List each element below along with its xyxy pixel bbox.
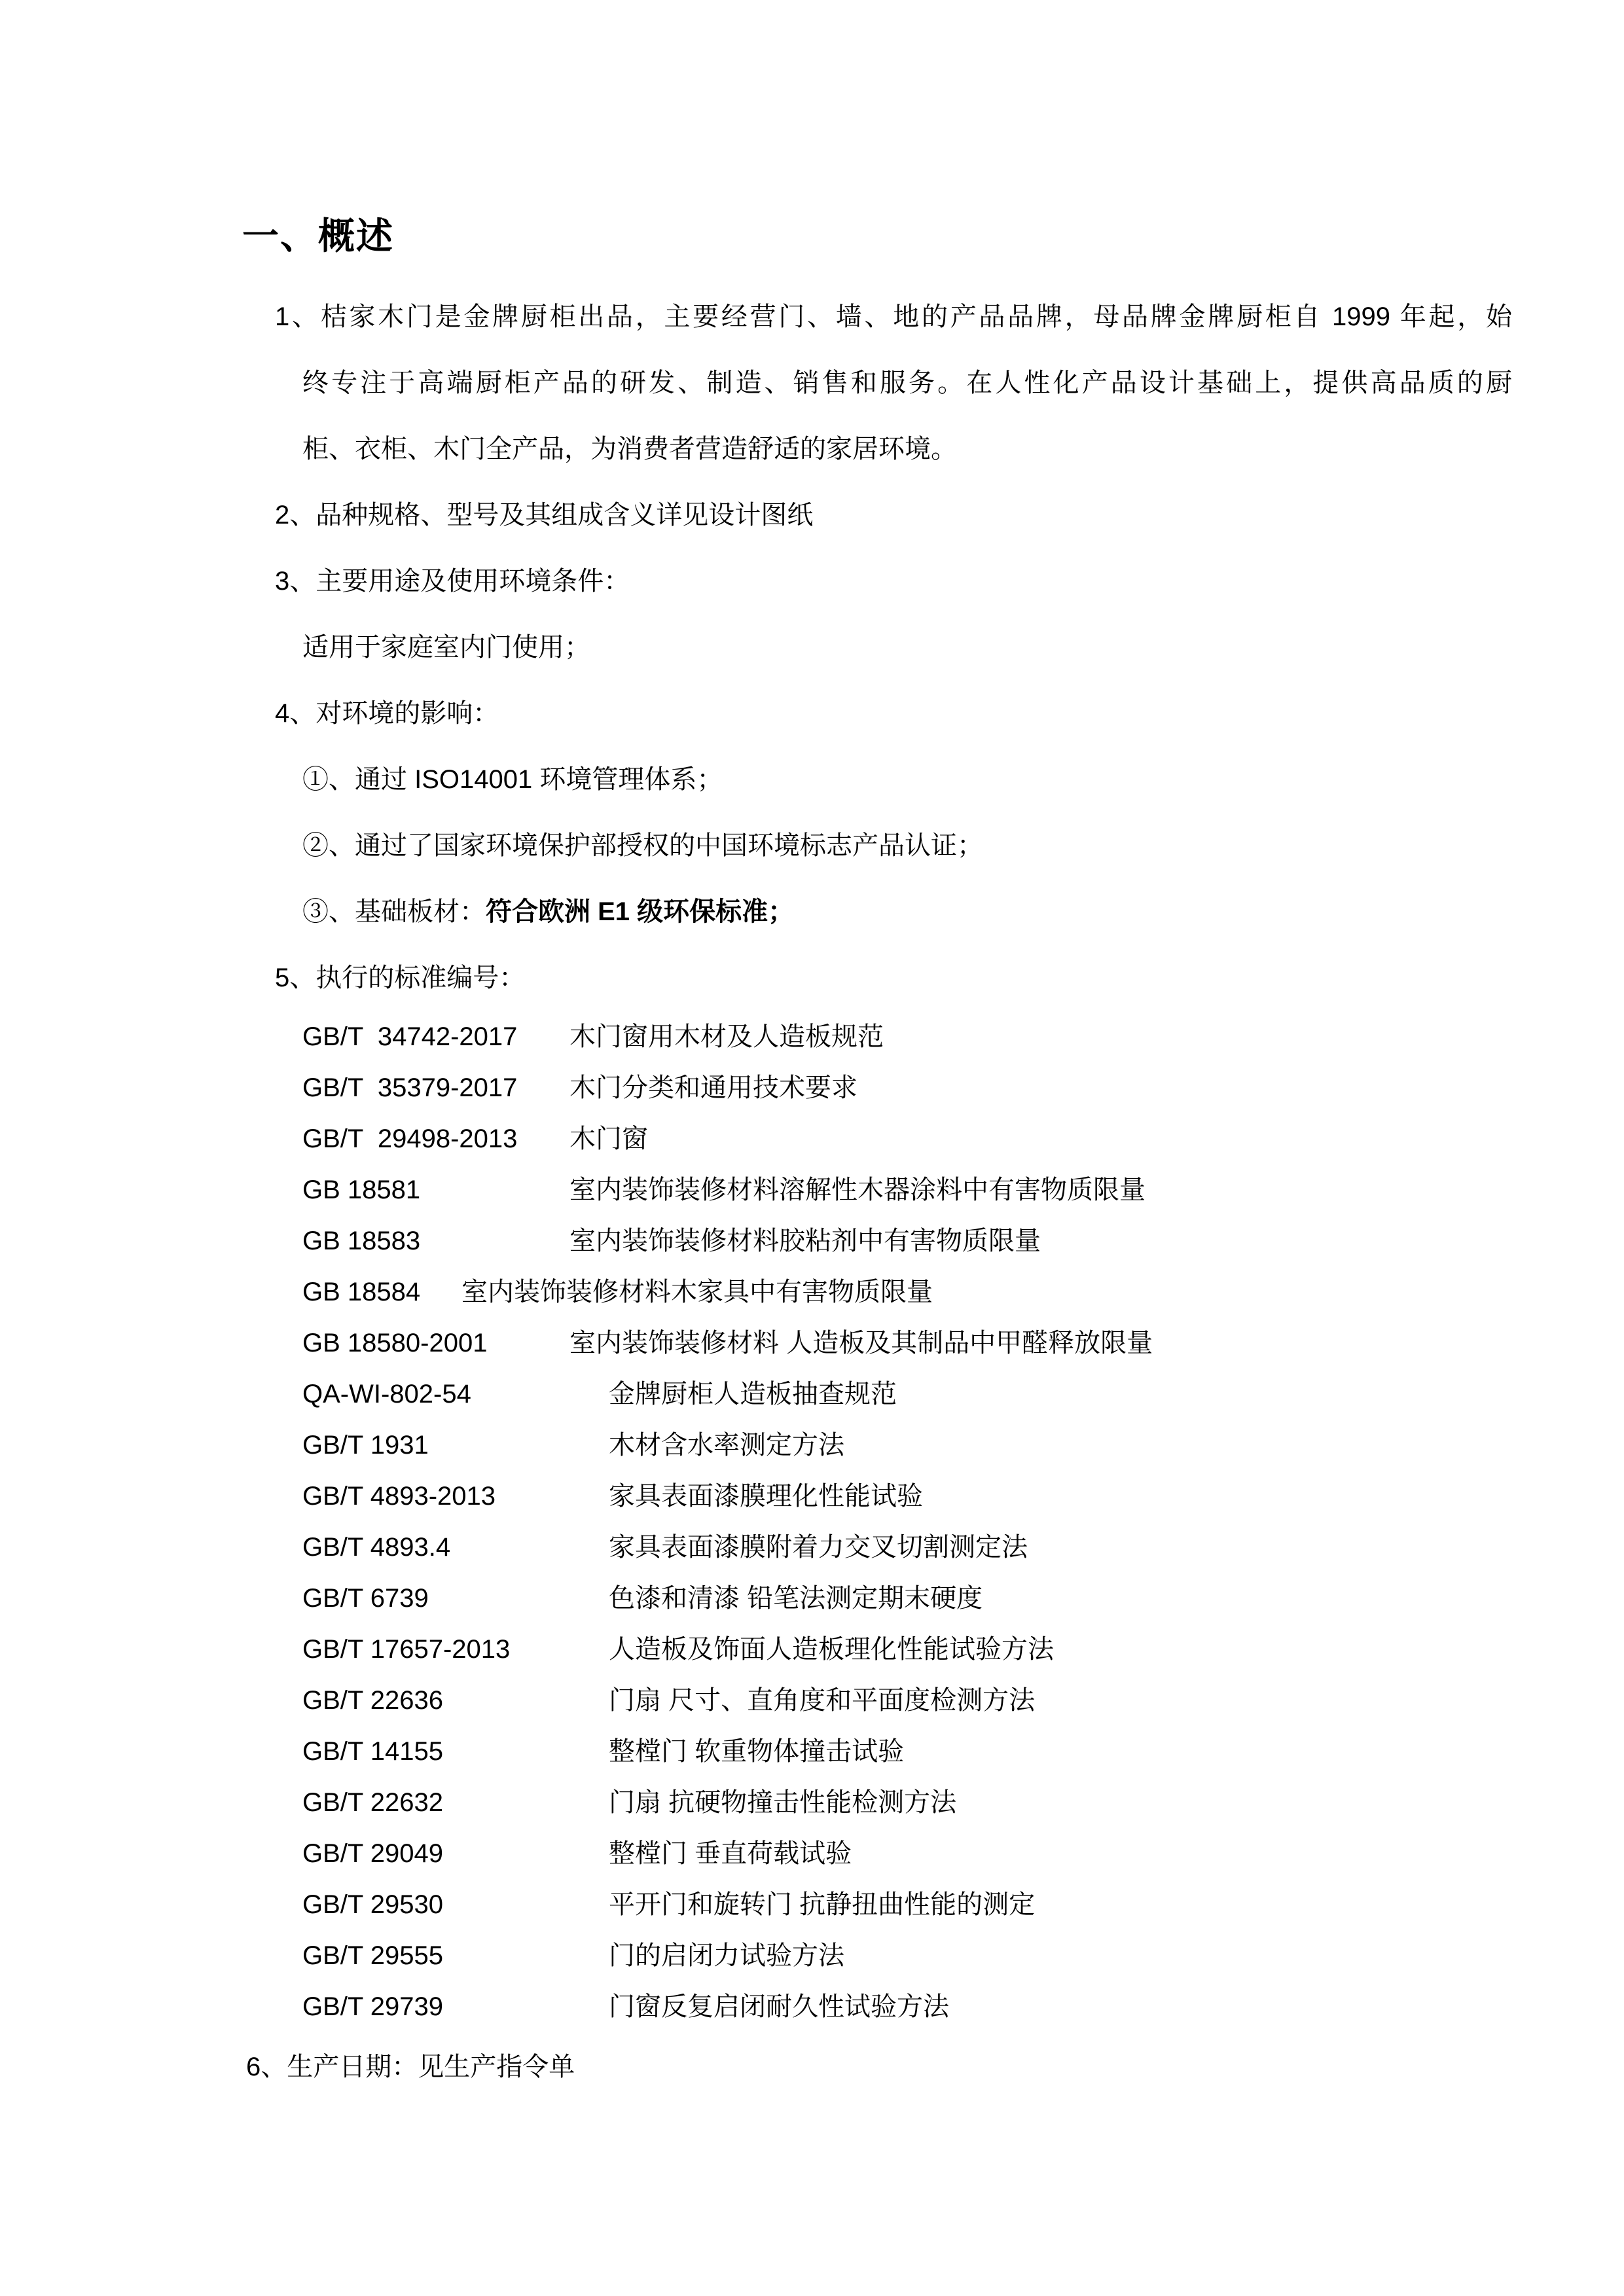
standard-desc: 木门窗用木材及人造板规范 [569,1022,884,1051]
standard-code: GB 18581 [302,1175,421,1204]
standard-row [302,1215,1624,1266]
list-item-5: 5、执行的标准编号： [275,963,526,992]
standard-code: GB 18584 [302,1278,421,1306]
standard-desc: 木门分类和通用技术要求 [569,1073,857,1102]
standard-row [302,1011,1624,1062]
standard-code: GB/T 22632 [302,1788,443,1817]
standard-row [302,1318,1624,1369]
standard-code: GB/T 29049 [302,1839,443,1868]
standard-row [302,1573,1624,1624]
standard-code: GB/T 29739 [302,1992,443,2021]
standard-code: QA-WI-802-54 [302,1380,471,1408]
standards-list [0,1011,1624,2032]
standard-desc: 门扇 尺寸、直角度和平面度检测方法 [609,1686,1036,1715]
list-item-2: 2、品种规格、型号及其组成含义详见设计图纸 [275,501,814,529]
standard-desc: 门扇 抗硬物撞击性能检测方法 [609,1788,957,1817]
standard-code: GB/T 4893-2013 [302,1482,496,1511]
standard-desc: 木材含水率测定方法 [609,1431,844,1460]
standard-row [302,1420,1624,1471]
standard-row [302,1624,1624,1675]
standard-desc: 家具表面漆膜附着力交叉切割测定法 [609,1533,1028,1562]
standard-desc: 整樘门 垂直荷载试验 [609,1839,852,1868]
list-item-4-sub1: ①、通过 ISO14001 环境管理体系； [302,765,723,794]
section-title: 一、概述 [242,215,394,257]
standard-code: GB 18580-2001 [302,1329,488,1357]
standard-desc: 门窗反复启闭耐久性试验方法 [609,1992,949,2021]
standard-desc: 平开门和旋转门 抗静扭曲性能的测定 [609,1890,1036,1919]
list-item-3-note: 适用于家庭室内门使用； [302,633,590,662]
standard-code: GB/T 22636 [302,1686,443,1715]
standard-row [302,1522,1624,1573]
standard-code: GB/T 14155 [302,1737,443,1766]
standard-row [302,1930,1624,1981]
list-item-4-sub3 [302,879,1624,945]
standard-code: GB 18583 [302,1227,421,1255]
standard-row [302,1164,1624,1215]
standard-desc: 整樘门 软重物体撞击试验 [609,1737,905,1766]
paragraph-item1-line2: 终专注于高端厨柜产品的研发、制造、销售和服务。在人性化产品设计基础上，提供高品质的厨 [302,368,1512,397]
standard-code: GB/T 34742-2017 [302,1022,518,1051]
standard-code: GB/T 4893.4 [302,1533,451,1562]
paragraph-item1-line1: 1、桔家木门是金牌厨柜出品，主要经营门、墙、地的产品品牌，母品牌金牌厨柜自 1999 年起，始 [275,302,1512,331]
standard-code: GB/T 29530 [302,1890,443,1919]
standard-desc: 色漆和清漆 铅笔法测定期末硬度 [609,1584,983,1613]
standard-row [302,1369,1624,1420]
standard-row [302,1726,1624,1777]
list-item-4-sub3-bold-text: 符合欧洲 E1 级环保标准； [486,897,795,926]
standard-row [302,1266,1624,1318]
standard-desc: 室内装饰装修材料木家具中有害物质限量 [461,1278,933,1306]
standard-row [302,1777,1624,1828]
paragraph-item1-line3: 柜、衣柜、木门全产品，为消费者营造舒适的家居环境。 [302,435,957,463]
list-item-4: 4、对环境的影响： [275,699,499,728]
standard-code: GB/T 1931 [302,1431,429,1460]
standard-desc: 门的启闭力试验方法 [609,1941,844,1970]
standard-code: GB/T 29498-2013 [302,1124,518,1153]
standard-row [302,1113,1624,1164]
standard-row [302,1828,1624,1879]
list-item-4-sub2: ②、通过了国家环境保护部授权的中国环境标志产品认证； [302,831,983,860]
standard-desc: 室内装饰装修材料胶粘剂中有害物质限量 [569,1227,1041,1255]
standard-desc: 金牌厨柜人造板抽查规范 [609,1380,897,1408]
standard-code: GB/T 17657-2013 [302,1635,511,1664]
list-item-4-sub3-prefix: ③、基础板材： [302,897,486,926]
standard-desc: 木门窗 [569,1124,648,1153]
standard-desc: 室内装饰装修材料 人造板及其制品中甲醛释放限量 [569,1329,1153,1357]
standard-code: GB/T 29555 [302,1941,443,1970]
standard-desc: 室内装饰装修材料溶解性木器涂料中有害物质限量 [569,1175,1146,1204]
standard-row [302,1981,1624,2032]
list-item-3: 3、主要用途及使用环境条件： [275,567,630,596]
standard-code: GB/T 35379-2017 [302,1073,518,1102]
standard-desc: 家具表面漆膜理化性能试验 [609,1482,923,1511]
standard-row [302,1879,1624,1930]
standard-row [302,1471,1624,1522]
standard-code: GB/T 6739 [302,1584,429,1613]
list-item-6: 6、生产日期：见生产指令单 [246,2053,575,2081]
standard-row [302,1675,1624,1726]
standard-desc: 人造板及饰面人造板理化性能试验方法 [609,1635,1054,1664]
standard-row [302,1062,1624,1113]
